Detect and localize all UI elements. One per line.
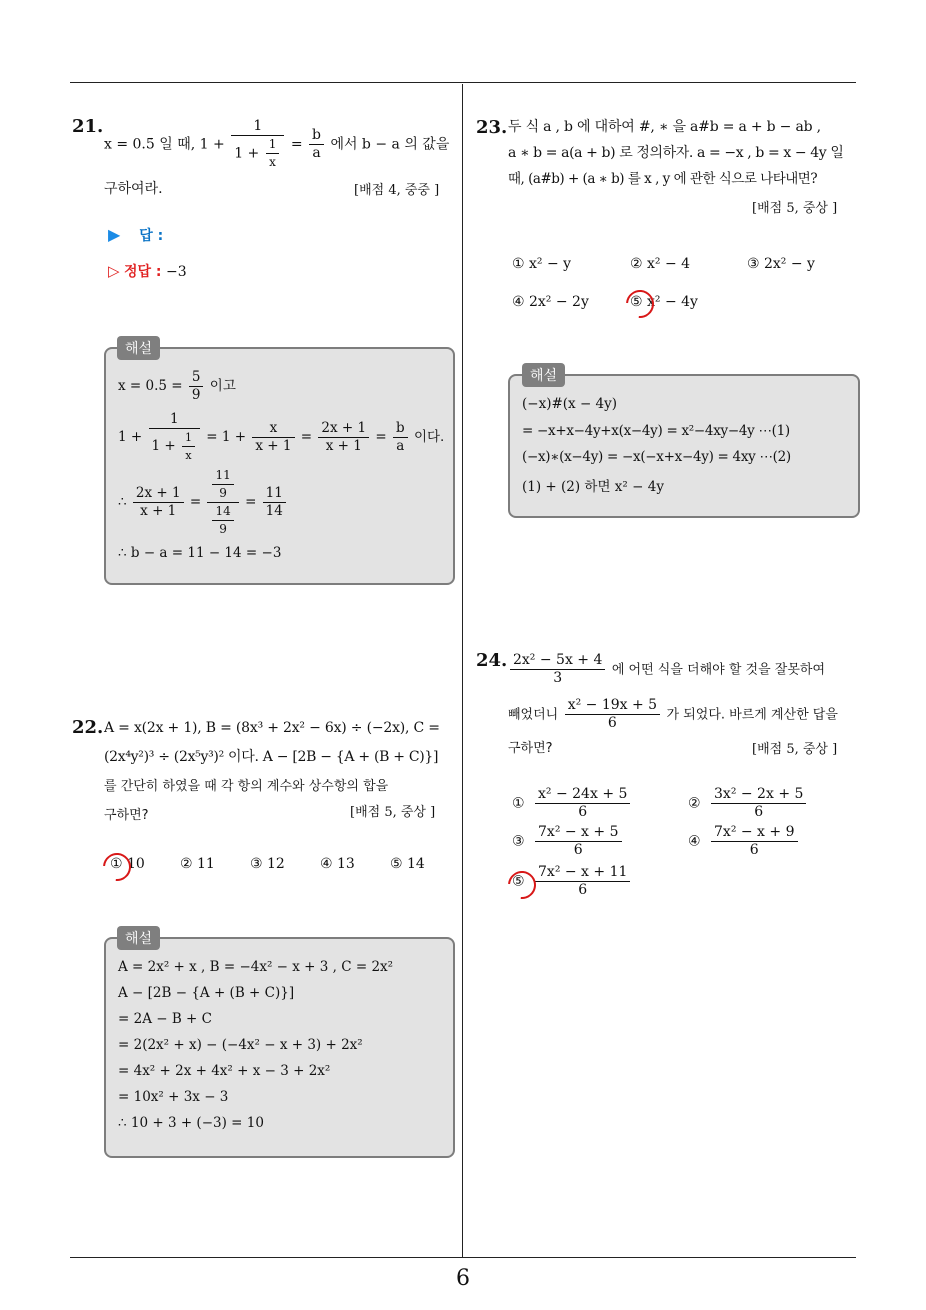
q24-choice-1-frac xyxy=(535,786,630,821)
question-21-score: [배점 4, 중중 ] xyxy=(354,183,440,198)
question-21-line2: 구하여라. xyxy=(104,181,163,197)
question-24-number: 24. xyxy=(476,650,508,671)
answer-label: 답 : xyxy=(139,228,164,244)
q22-sol-line: = 10x² + 3x − 3 xyxy=(118,1089,229,1105)
page-number: 6 xyxy=(456,1266,470,1291)
q21-sol-line4: ∴ b − a = 11 − 14 = −3 xyxy=(118,545,282,561)
q23-choice-3[interactable]: ③ 2x² − y xyxy=(747,256,815,272)
q21-sol-l3-f2-numpart xyxy=(207,467,238,503)
q21-sol-l1-pre: x = 0.5̇ = xyxy=(118,378,183,394)
q21-sol-l3-f2-top xyxy=(212,467,233,502)
q21-sol-l3-f2-bot-den: 9 xyxy=(219,522,227,536)
q24-choice-4-mark: ④ xyxy=(688,833,701,850)
q24-line1 xyxy=(508,652,825,687)
q24-choice-4[interactable] xyxy=(688,824,800,859)
q24-choice-2-frac xyxy=(711,786,806,821)
q23-choice-1[interactable]: ① x² − y xyxy=(512,256,572,272)
q21-solution-tag: 해설 xyxy=(117,336,160,360)
q21-sol-l2-f3-den: x + 1 xyxy=(325,438,362,454)
q24-frac2 xyxy=(565,697,660,732)
q23-choice-2[interactable]: ② x² − 4 xyxy=(630,256,691,272)
q21-sol-l2-mid1: = 1 + xyxy=(206,429,247,445)
q24-choice-2-num: 3x² − 2x + 5 xyxy=(711,786,806,804)
q21-sol-l3-f2-top-den: 9 xyxy=(219,486,227,500)
q24-f1-num: 2x² − 5x + 4 xyxy=(510,652,605,670)
q22-line3: 를 간단히 하였을 때 각 항의 계수와 상수항의 합을 xyxy=(104,779,389,794)
column-divider xyxy=(462,84,463,1258)
q21-sol-l2-frac3 xyxy=(318,420,369,455)
q23-sol-line: = −x+x−4y+x(x−4y) = x²−4xy−4y ⋯(1) xyxy=(522,423,790,439)
q24-line1-post: 에 어떤 식을 더해야 할 것을 잘못하여 xyxy=(611,662,826,678)
q24-line2-post: 가 되었다. 바르게 계산한 답을 xyxy=(666,707,838,723)
q21-text-pre: x = 0.5̇ 일 때, 1 + xyxy=(104,136,225,153)
q24-frac1 xyxy=(510,652,605,687)
q22-choice-5[interactable]: ⑤ 14 xyxy=(390,856,425,872)
question-23-text xyxy=(508,114,860,192)
q21-sol-l2-f1-den-pre: 1 + xyxy=(151,438,176,454)
q21-sol-l3-f1-den: x + 1 xyxy=(140,503,177,519)
q21-sol-l2-f4-num: b xyxy=(393,420,408,438)
q22-line4: 구하면? xyxy=(104,808,149,823)
question-23-number: 23. xyxy=(476,117,508,138)
q21-sol-l3-f3-den: 14 xyxy=(265,503,283,519)
q24-choice-3-frac xyxy=(535,824,621,859)
q24-choice-3-mark: ③ xyxy=(512,833,525,850)
question-21-line1 xyxy=(104,118,449,171)
bottom-rule xyxy=(70,1257,856,1258)
q24-choice-5-frac xyxy=(535,864,630,899)
q22-solution-box xyxy=(104,937,455,1158)
q21-sol-l3-mid: = xyxy=(189,494,202,510)
q23-choice-4[interactable]: ④ 2x² − 2y xyxy=(512,294,589,310)
q22-solution-tag: 해설 xyxy=(117,926,160,950)
q24-choice-5-mark: ⑤ xyxy=(512,873,525,890)
q24-f2-num: x² − 19x + 5 xyxy=(565,697,660,715)
top-rule xyxy=(70,82,856,83)
q21-sol-l2-f2-den: x + 1 xyxy=(255,438,292,454)
q21-sol-l2-post: 이다. xyxy=(413,429,445,445)
q23-selected-mark-icon xyxy=(620,284,659,323)
q24-choice-2[interactable] xyxy=(688,786,808,821)
q23-sol-line: (−x)∗(x−4y) = −x(−x+x−4y) = 4xy ⋯(2) xyxy=(522,449,791,465)
q21-sol-l3-pre: ∴ xyxy=(118,494,127,510)
q21-frac-ba xyxy=(309,127,324,162)
q24-choice-4-den: 6 xyxy=(749,842,759,858)
q23-line3: 때, (a#b) + (a ∗ b) 를 x , y 에 관한 식으로 나타내면? xyxy=(508,171,818,187)
q24-choice-1[interactable] xyxy=(512,786,632,821)
q24-line3: 구하면? xyxy=(508,741,553,756)
q21-frac-den xyxy=(231,136,284,171)
q23-solution-box xyxy=(508,374,860,518)
q24-line2-pre: 빼었더니 xyxy=(508,707,559,723)
q21-sol-l3-mid2: = xyxy=(245,494,257,510)
q23-line1: 두 식 a , b 에 대하여 #, ∗ 을 a#b = a + b − ab , xyxy=(508,119,821,135)
q21-sol-l3-f2-bot-num: 14 xyxy=(212,503,233,521)
correct-label: 정답 : xyxy=(124,264,162,280)
q22-sol-line: A = 2x² + x , B = −4x² − x + 3 , C = 2x² xyxy=(118,959,394,975)
q21-sol-l2-inner-den: x xyxy=(185,449,192,462)
q21-sol-l2-mid3: = xyxy=(375,429,387,445)
q21-sol-l1-post: 이고 xyxy=(209,378,236,394)
q22-sol-line: ∴ 10 + 3 + (−3) = 10 xyxy=(118,1115,264,1131)
q21-inner-num: 1 xyxy=(266,136,280,154)
q21-sol-l3-frac1 xyxy=(133,485,184,520)
q21-sol-l2-f3-num: 2x + 1 xyxy=(318,420,369,438)
q22-sol-line: = 4x² + 2x + 4x² + x − 3 + 2x² xyxy=(118,1063,331,1079)
q24-choice-1-den: 6 xyxy=(578,804,588,820)
q22-choice-3[interactable]: ③ 12 xyxy=(250,856,285,872)
q21-sol-l3-f2-bottom xyxy=(212,503,233,538)
q21-sol-line1 xyxy=(118,369,236,404)
q21-sol-l2-inner-num: 1 xyxy=(182,429,195,447)
q21-sol-l2-f1-num: 1 xyxy=(149,411,201,429)
q21-text-post: 에서 b − a 의 값을 xyxy=(330,136,450,153)
q21-sol-l2-frac1 xyxy=(149,411,201,464)
q24-f1-den: 3 xyxy=(553,670,563,686)
q21-sol-l1-frac xyxy=(189,369,204,404)
q24-choice-1-mark: ① xyxy=(512,795,525,812)
q24-choice-5-num: 7x² − x + 11 xyxy=(535,864,630,882)
q21-sol-l1-num: 5 xyxy=(189,369,204,387)
q21-sol-l2-f1-den xyxy=(149,429,201,464)
q21-sol-l2-pre: 1 + xyxy=(118,429,143,445)
q21-sol-l3-frac2 xyxy=(207,467,238,538)
q21-ba-num: b xyxy=(309,127,324,145)
q22-line2: (2x⁴y²)³ ÷ (2x⁵y³)² 이다. A − [2B − {A + (B + C)}] xyxy=(104,749,439,765)
q21-sol-l3-f3-num: 11 xyxy=(263,485,286,503)
q21-continued-fraction xyxy=(231,118,284,171)
q24-choice-3-num: 7x² − x + 5 xyxy=(535,824,621,842)
play-triangle-icon: ▶ xyxy=(108,225,121,244)
q21-sol-l2-f2-num: x xyxy=(252,420,294,438)
q23-line2: a ∗ b = a(a + b) 로 정의하자. a = −x , b = x − 4y 일 xyxy=(508,145,844,161)
question-22-score: [배점 5, 중상 ] xyxy=(350,805,436,820)
q22-sol-line: A − [2B − {A + (B + C)}] xyxy=(118,985,295,1001)
correct-value: −3 xyxy=(165,264,187,280)
q22-sol-line: = 2(2x² + x) − (−4x² − x + 3) + 2x² xyxy=(118,1037,363,1053)
q24-choice-4-num: 7x² − x + 9 xyxy=(711,824,797,842)
q21-sol-l3-f2-denpart xyxy=(207,503,238,538)
q21-sol-l2-frac4 xyxy=(393,420,408,455)
question-21-number: 21. xyxy=(72,116,104,137)
q24-choice-3[interactable] xyxy=(512,824,624,859)
q24-f2-den: 6 xyxy=(607,715,617,731)
q24-choice-2-den: 6 xyxy=(754,804,764,820)
q21-frac-num: 1 xyxy=(231,118,284,136)
correct-answer-row xyxy=(108,261,187,281)
q22-choice-4[interactable]: ④ 13 xyxy=(320,856,355,872)
q22-selected-mark-icon xyxy=(97,847,136,886)
q21-sol-line2 xyxy=(118,411,444,464)
q21-sol-line3 xyxy=(118,467,288,538)
q24-choice-4-frac xyxy=(711,824,797,859)
q24-choice-5-den: 6 xyxy=(578,882,588,898)
q21-sol-l3-f2-top-num: 11 xyxy=(212,467,233,485)
q24-line2 xyxy=(508,697,838,732)
q21-frac-den-pre: 1 + xyxy=(234,145,260,162)
q22-choice-1[interactable]: ① 10 xyxy=(110,856,145,872)
q21-inner-den: x xyxy=(269,155,276,169)
q21-eq: = xyxy=(290,136,303,153)
answer-row xyxy=(108,225,163,245)
q21-inner-frac xyxy=(266,136,280,171)
q21-ba-den: a xyxy=(312,145,321,161)
outline-triangle-icon: ▷ xyxy=(108,262,120,280)
q21-sol-l3-f1-num: 2x + 1 xyxy=(133,485,184,503)
q21-sol-l2-f4-den: a xyxy=(396,438,405,454)
q23-sol-line: (1) + (2) 하면 x² − 4y xyxy=(522,479,664,495)
q23-choice-5[interactable]: ⑤ x² − 4y xyxy=(630,294,698,310)
q21-sol-l2-mid2: = xyxy=(300,429,313,445)
q24-choice-3-den: 6 xyxy=(573,842,583,858)
question-22-number: 22. xyxy=(72,717,104,738)
q23-sol-line: (−x)#(x − 4y) xyxy=(522,396,618,412)
q21-sol-l2-frac2 xyxy=(252,420,294,455)
q22-line1: A = x(2x + 1), B = (8x³ + 2x² − 6x) ÷ (−2x), C = xyxy=(104,720,440,736)
q21-solution-box xyxy=(104,347,455,585)
q24-choice-1-num: x² − 24x + 5 xyxy=(535,786,630,804)
q23-solution-tag: 해설 xyxy=(522,363,565,387)
question-24-score: [배점 5, 중상 ] xyxy=(752,742,838,757)
q21-sol-l2-inner xyxy=(182,429,195,464)
q22-choice-2[interactable]: ② 11 xyxy=(180,856,215,872)
q22-sol-line: = 2A − B + C xyxy=(118,1011,212,1027)
q21-sol-l3-frac3 xyxy=(263,485,286,520)
q21-sol-l1-den: 9 xyxy=(191,387,201,403)
q24-choice-2-mark: ② xyxy=(688,795,701,812)
question-23-score: [배점 5, 중상 ] xyxy=(752,201,838,216)
